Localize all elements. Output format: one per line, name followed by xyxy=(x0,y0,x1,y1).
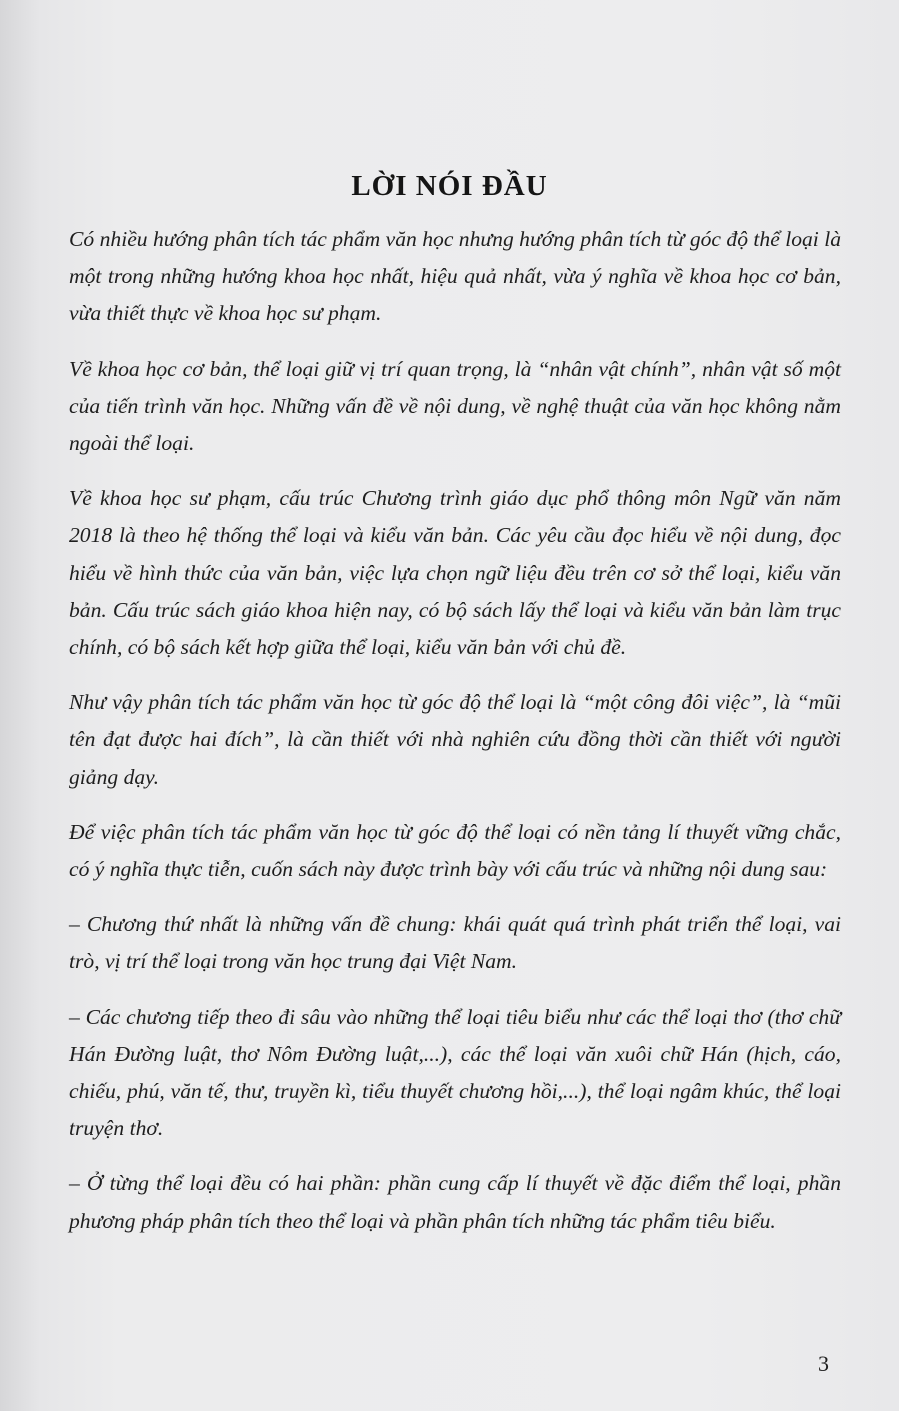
page-title: LỜI NÓI ĐẦU xyxy=(351,170,548,202)
body-text xyxy=(69,221,841,1240)
paragraph: – Ở từng thể loại đều có hai phần: phần cung cấp lí thuyết về đặc điểm thể loại, phần phương pháp phân tích theo thể loại và phần phân tích những tác phẩm tiêu biểu. xyxy=(69,1171,841,1233)
paragraph: Như vậy phân tích tác phẩm văn học từ góc độ thể loại là “một công đôi việc”, là “mũi tên đạt được hai đích”, là cần thiết với nhà nghiên cứu đồng thời cần thiết với người giảng dạy. xyxy=(69,690,841,789)
paragraph: Về khoa học sư phạm, cấu trúc Chương trình giáo dục phổ thông môn Ngữ văn năm 2018 là theo hệ thống thể loại và kiểu văn bản. Các yêu cầu đọc hiểu về nội dung, đọc hiểu về hình thức của văn bản, việc lựa chọn ngữ liệu đều trên cơ sở thể loại, kiểu văn bản. Cấu trúc sách giáo khoa hiện nay, có bộ sách lấy thể loại và kiểu văn bản làm trục chính, có bộ sách kết hợp giữa thể loại, kiểu văn bản với chủ đề. xyxy=(69,486,841,660)
paragraph: Về khoa học cơ bản, thể loại giữ vị trí quan trọng, là “nhân vật chính”, nhân vật số một của tiến trình văn học. Những vấn đề về nội dung, về nghệ thuật của văn học không nằm ngoài thể loại. xyxy=(69,356,841,456)
paragraph: – Các chương tiếp theo đi sâu vào những thể loại tiêu biểu như các thể loại thơ (thơ chữ Hán Đường luật, thơ Nôm Đường luật,...), các thể loại văn xuôi chữ Hán (hịch, cáo, chiếu, phú, văn tế, thư, truyền kì, tiểu thuyết chương hồi,...), thể loại ngâm khúc, thể loại truyện thơ. xyxy=(69,1004,841,1141)
paragraph: Có nhiều hướng phân tích tác phẩm văn học nhưng hướng phân tích từ góc độ thể loại là một trong những hướng khoa học nhất, hiệu quả nhất, vừa ý nghĩa về khoa học cơ bản, vừa thiết thực về khoa học sư phạm. xyxy=(69,227,841,326)
paragraph: – Chương thứ nhất là những vấn đề chung: khái quát quá trình phát triển thể loại, vai trò, vị trí thể loại trong văn học trung đại Việt Nam. xyxy=(69,912,841,974)
page-number: 3 xyxy=(818,1351,829,1376)
paragraph: Để việc phân tích tác phẩm văn học từ góc độ thể loại có nền tảng lí thuyết vững chắc, có ý nghĩa thực tiễn, cuốn sách này được trình bày với cấu trúc và những nội dung sau: xyxy=(69,819,841,882)
